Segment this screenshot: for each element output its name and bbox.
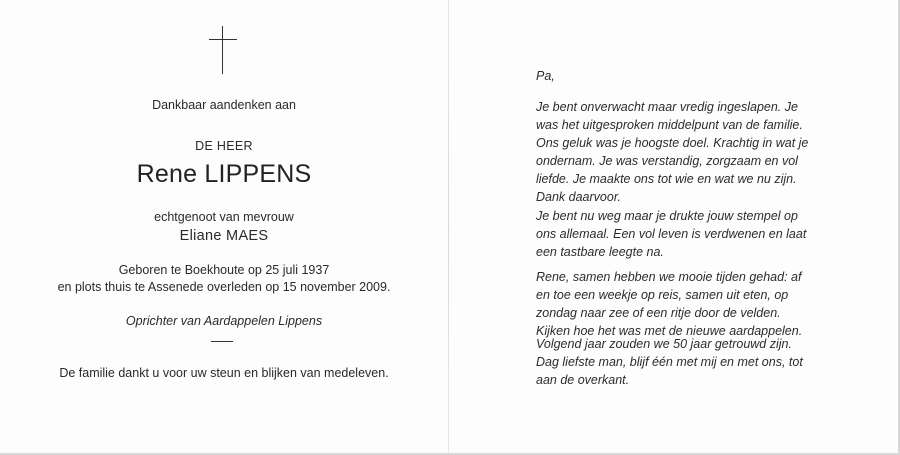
text-line: Ons geluk was je hoogste doel. Krachtig in wat je: [536, 135, 809, 150]
spouse-prefix: echtgenoot van mevrouw: [154, 210, 294, 224]
text-line: Dag liefste man, blijf één met mij en met ons,: [536, 354, 786, 369]
text-line: Je was het uitgesproken middelpunt van de familie.: [536, 99, 803, 132]
death-line: en plots thuis te Assenede overleden op 15 november 2009.: [57, 280, 391, 294]
text-line: Dank daarvoor.: [536, 189, 621, 204]
text-line: Je bent onverwacht maar vredig ingeslapen.: [536, 99, 782, 114]
text-line: was met de nieuwe aardappelen.: [618, 323, 803, 338]
spouse-name: Eliane MAES: [179, 228, 269, 244]
honorific: DE HEER: [195, 139, 253, 153]
card-fold-line: [448, 0, 449, 453]
divider: [211, 341, 233, 342]
text-line: Rene, samen hebben we mooie tijden gehad: af en: [536, 269, 802, 302]
role-line: Oprichter van Aardappelen Lippens: [125, 314, 323, 328]
paragraph-3: [536, 268, 818, 340]
deceased-name: Rene LIPPENS: [136, 160, 312, 188]
paragraph-1: [536, 98, 818, 206]
cross-icon: [209, 26, 237, 74]
text-line: Volgend jaar zouden we 50 jaar getrouwd zijn.: [536, 336, 792, 351]
text-line: naar zee of een ritje door de velden. Kijken hoe het: [536, 305, 781, 338]
birth-line: Geboren te Boekhoute op 25 juli 1937: [118, 263, 330, 277]
text-line: een tastbare leegte na.: [536, 244, 664, 259]
text-line: tot aan de overkant.: [536, 354, 803, 387]
text-line: ondernam. Je was verstandig, zorgzaam en vol: [536, 153, 798, 168]
text-line: ons allemaal. Een vol leven is verdwenen en laat: [536, 226, 807, 241]
thanks-heading: Dankbaar aandenken aan: [152, 98, 296, 112]
text-line: liefde. Je maakte ons tot wie en wat we nu zijn.: [536, 171, 797, 186]
paragraph-2: [536, 207, 818, 261]
paragraph-4: [536, 335, 818, 389]
greeting: Pa,: [536, 69, 555, 83]
text-line: toe een weekje op reis, samen uit eten, op zondag: [536, 287, 789, 320]
text-line: Je bent nu weg maar je drukte jouw stempel op: [536, 208, 798, 223]
family-thanks: De familie dankt u voor uw steun en blijken van medeleven.: [59, 366, 389, 380]
